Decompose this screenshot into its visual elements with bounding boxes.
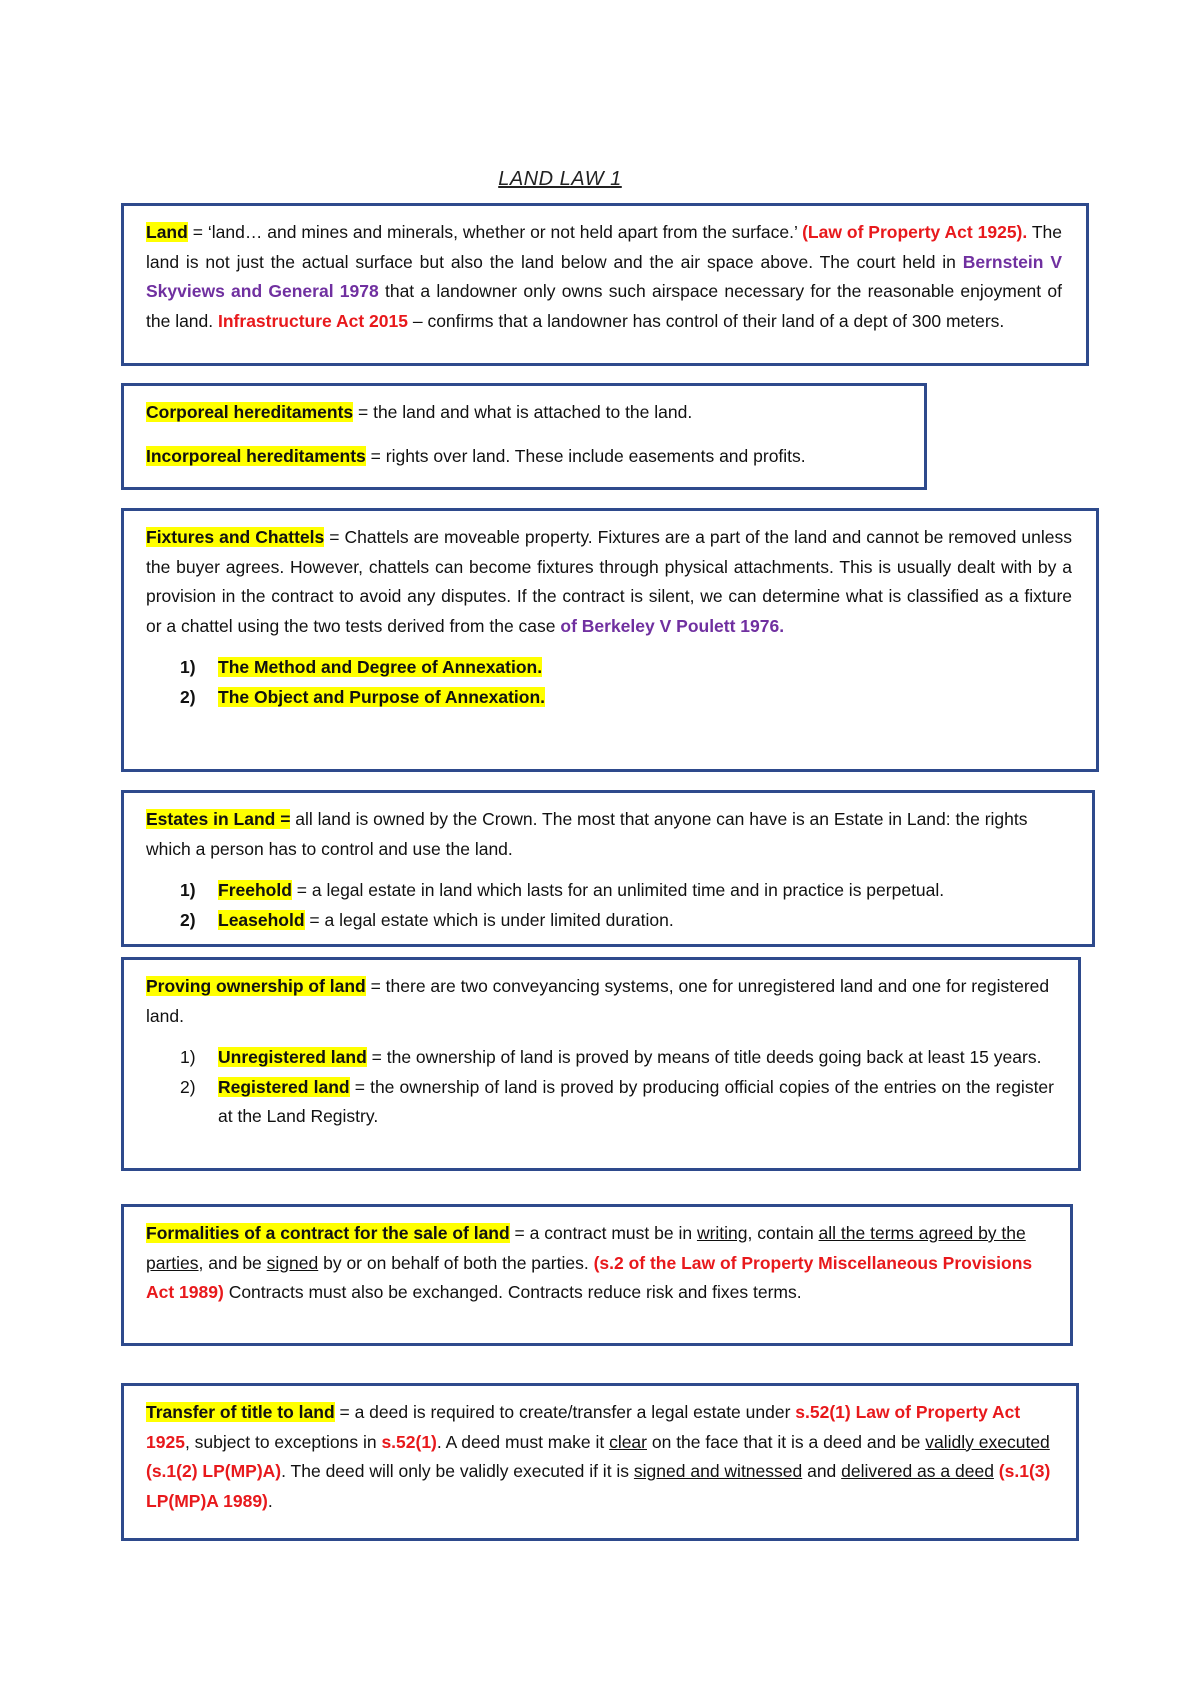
list-item: 1) The Method and Degree of Annexation.	[180, 657, 543, 677]
term-corporeal: Corporeal hereditaments	[146, 402, 354, 422]
conveyancing-list	[146, 1043, 1054, 1132]
estates-list	[146, 876, 1068, 935]
list-item: 1) Freehold = a legal estate in land which lasts for an unlimited time and in practice is perpetual.	[180, 880, 945, 900]
fixtures-paragraph: Fixtures and Chattels = Chattels are moveable property. Fixtures are a part of the land and cannot be removed unless the buyer agrees. However, chattels can become fixtures through physical attachments. This is usually dealt with by a provision in the contract to avoid any disputes. If the contract is silent, we can determine what is classified as a fixture or a chattel using the two tests derived from the case of Berkeley V Poulett 1976.	[146, 527, 1072, 636]
term-estates: Estates in Land =	[146, 809, 291, 829]
term-formalities: Formalities of a contract for the sale of land	[146, 1223, 510, 1243]
term-land: Land	[146, 222, 188, 242]
estates-box	[121, 790, 1095, 947]
statute-lpmpa-1989: (s.2 of the Law of Property Miscellaneous Provisions Act 1989)	[146, 1252, 1033, 1302]
term-proving: Proving ownership of land	[146, 976, 366, 996]
proving-paragraph: Proving ownership of land = there are two conveyancing systems, one for unregistered land and one for registered land.	[146, 976, 1050, 1026]
formalities-paragraph: Formalities of a contract for the sale of land = a contract must be in writing, contain all the terms agreed by the parties, and be signed by or on behalf of both the parties. (s.2 of the Law of Property Miscellaneous Provisions Act 1989) Contracts must also be exchanged. Contracts reduce risk and fixes terms.	[146, 1223, 1033, 1302]
transfer-box	[121, 1383, 1079, 1541]
land-definition-box	[121, 203, 1089, 366]
land-paragraph: Land = ‘land… and mines and minerals, whether or not held apart from the surface.’ (Law of Property Act 1925). The land is not just the actual surface but also the land below and the air space above. The court held in Bernstein V Skyviews and General 1978 that a landowner only owns such airspace necessary for the reasonable enjoyment of the land. Infrastructure Act 2015 – confirms that a landowner has control of their land of a dept of 300 meters.	[146, 222, 1062, 331]
list-item: 2) Registered land = the ownership of land is proved by producing official copies of the entries on the register at the Land Registry.	[180, 1076, 1054, 1126]
list-item: 1) Unregistered land = the ownership of land is proved by means of title deeds going back at least 15 years.	[180, 1047, 1042, 1067]
formalities-box	[121, 1204, 1073, 1346]
list-item: 2) Leasehold = a legal estate which is under limited duration.	[180, 909, 674, 930]
case-berkeley: of Berkeley V Poulett 1976.	[560, 615, 785, 636]
corporeal-line: Corporeal hereditaments = the land and what is attached to the land.	[146, 402, 693, 422]
hereditaments-box	[121, 383, 927, 490]
term-incorporeal: Incorporeal hereditaments	[146, 445, 366, 466]
page-title: LAND LAW 1	[498, 168, 622, 190]
term-transfer: Transfer of title to land	[146, 1402, 335, 1422]
case-bernstein: Bernstein V Skyviews and General 1978	[146, 251, 1062, 301]
fixtures-box	[121, 508, 1099, 772]
term-fixtures: Fixtures and Chattels	[146, 527, 325, 547]
statute-lpa-1925: (Law of Property Act 1925).	[802, 222, 1028, 242]
estates-paragraph: Estates in Land = all land is owned by the Crown. The most that anyone can have is an Estate in Land: the rights which a person has to control and use the land.	[146, 809, 1028, 859]
transfer-paragraph: Transfer of title to land = a deed is required to create/transfer a legal estate under s.52(1) Law of Property Act 1925, subject to exceptions in s.52(1). A deed must make it clear on the face that it is a deed and be validly executed (s.1(2) LP(MP)A). The deed will only be validly executed if it is signed and witnessed and delivered as a deed (s.1(3) LP(MP)A 1989).	[146, 1402, 1051, 1511]
incorporeal-line: Incorporeal hereditaments = rights over land. These include easements and profits.	[146, 445, 806, 466]
annexation-tests-list	[146, 653, 1072, 712]
proving-ownership-box	[121, 957, 1081, 1171]
list-item: 2) The Object and Purpose of Annexation.	[180, 686, 546, 707]
statute-infrastructure-act: Infrastructure Act 2015	[218, 310, 408, 331]
